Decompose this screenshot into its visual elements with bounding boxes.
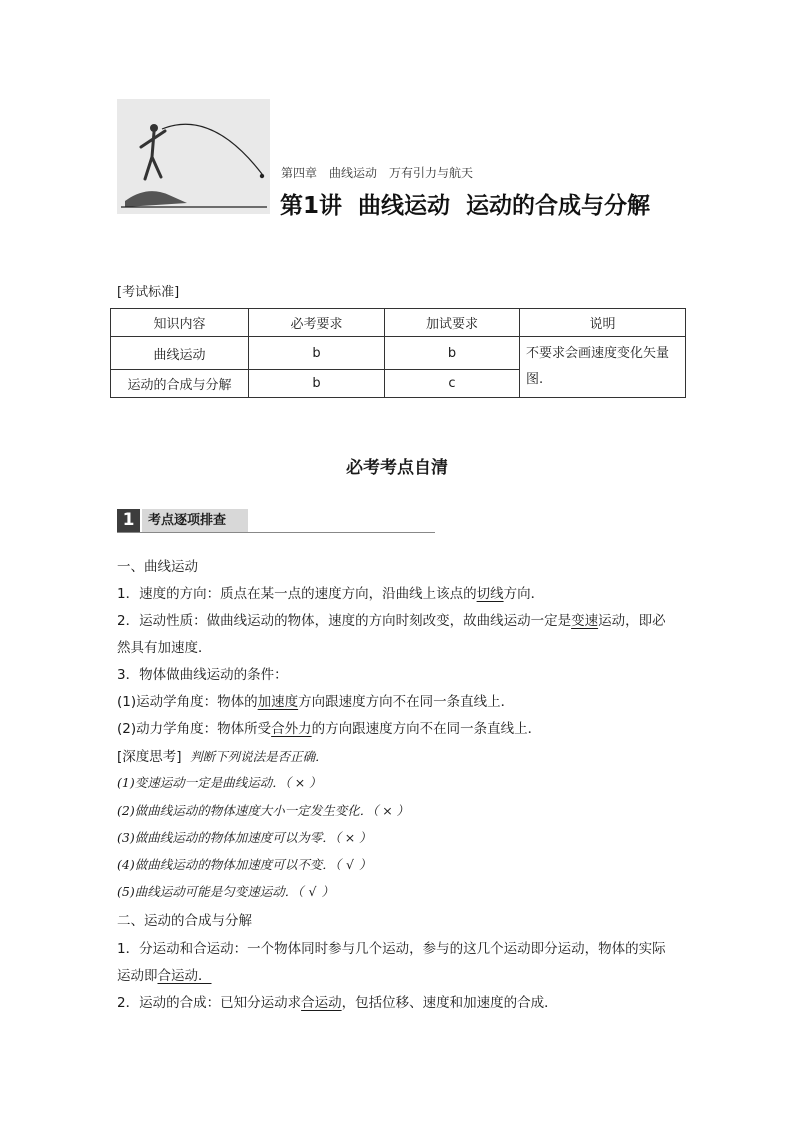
blank-answer: 合运动 [301, 995, 342, 1011]
blank-answer: 变速 [571, 613, 599, 629]
trajectory-arc [162, 124, 262, 174]
judgment-item: (3)做曲线运动的物体加速度可以为零．（ × ） [117, 830, 372, 845]
paragraph-motion-nature: 2．运动性质：做曲线运动的物体，速度的方向时刻改变，故曲线运动一定是变速运动，即必 [117, 613, 666, 629]
paragraph-composition: 2．运动的合成：已知分运动求合运动，包括位移、速度和加速度的合成． [117, 995, 558, 1011]
judgment-item: (5)曲线运动可能是匀变速运动．（ √ ） [117, 884, 334, 899]
blank-answer: 合运动． [157, 968, 212, 984]
exam-standards-label: [考试标准] [117, 285, 180, 300]
lecture-title-a: 曲线运动 [358, 193, 451, 219]
judgment-item: (1)变速运动一定是曲线运动．（ × ） [117, 775, 322, 790]
paragraph-dynamic: (2)动力学角度：物体所受合外力的方向跟速度方向不在同一条直线上． [117, 721, 542, 737]
paragraph-component-motion: 1．分运动和合运动：一个物体同时参与几个运动，参与的这几个运动即分运动，物体的实际 [117, 941, 666, 957]
header-knowledge: 知识内容 [111, 309, 249, 337]
deep-thinking-question: 判断下列说法是否正确． [190, 749, 328, 764]
lecture-number: 第1讲 [280, 193, 343, 219]
cell-item: 运动的合成与分解 [111, 370, 249, 398]
athlete-throw-icon [117, 99, 270, 214]
lecture-title [280, 187, 650, 220]
paragraph-velocity-direction: 1．速度的方向：质点在某一点的速度方向，沿曲线上该点的切线方向． [117, 586, 545, 602]
blank-answer: 加速度 [257, 694, 299, 710]
cell-required: b [249, 370, 385, 398]
cell-item: 曲线运动 [111, 337, 249, 370]
section-bar [117, 509, 435, 533]
chapter-heading [281, 164, 473, 181]
heading-composition: 二、运动的合成与分解 [117, 913, 252, 929]
blank-answer: 合外力 [271, 721, 312, 737]
blank-answer: 切线 [476, 586, 504, 602]
deep-thinking-label: [深度思考] [117, 749, 182, 765]
heading-curve-motion: 一、曲线运动 [117, 559, 198, 575]
paragraph-motion-nature-cont: 然具有加速度． [117, 640, 212, 656]
answer-mark: √ [308, 884, 317, 899]
answer-mark: × [294, 775, 306, 790]
cell-extra: c [385, 370, 520, 398]
header-required: 必考要求 [249, 309, 385, 337]
ball-dot [260, 174, 264, 178]
cell-extra: b [385, 337, 520, 370]
cell-note: 不要求会画速度变化矢量图. [520, 337, 686, 398]
deep-thinking-prompt [117, 745, 328, 765]
chapter-topic-1: 曲线运动 [329, 166, 378, 180]
header-extra: 加试要求 [385, 309, 520, 337]
answer-mark: × [382, 803, 393, 818]
shot-put-illustration [117, 99, 270, 214]
table-header-row [111, 309, 686, 337]
header-note: 说明 [520, 309, 686, 337]
exam-standards-table [110, 308, 686, 398]
cell-required: b [249, 337, 385, 370]
answer-mark: √ [345, 857, 354, 872]
table-row [111, 337, 686, 370]
judgment-item: (4)做曲线运动的物体加速度可以不变．（ √ ） [117, 857, 372, 872]
answer-mark: × [344, 830, 356, 845]
paragraph-conditions: 3．物体做曲线运动的条件： [117, 667, 288, 683]
chapter-topic-2: 万有引力与航天 [389, 166, 474, 180]
paragraph-kinematic: (1)运动学角度：物体的加速度方向跟速度方向不在同一条直线上． [117, 694, 515, 710]
section-number: 1 [117, 509, 140, 532]
chapter-number: 第四章 [281, 166, 318, 180]
paragraph-component-motion-cont: 运动即合运动． [117, 968, 212, 984]
section-label: 考点逐项排查 [142, 509, 248, 532]
section-title: 必考考点自清 [346, 458, 448, 478]
judgment-item: (2)做曲线运动的物体速度大小一定发生变化．（ × ） [117, 803, 409, 818]
lecture-title-b: 运动的合成与分解 [466, 193, 651, 219]
